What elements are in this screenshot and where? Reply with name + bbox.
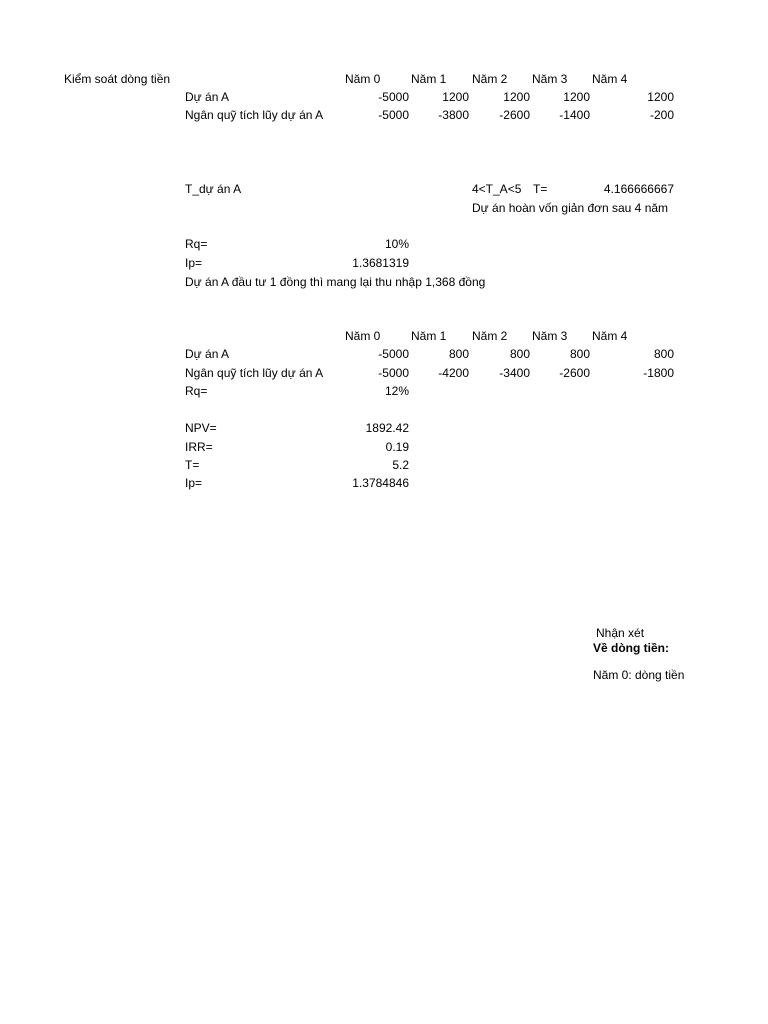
s1-row-project-value-0: -5000: [378, 90, 409, 104]
s1-row-project-label: Dự án A: [185, 90, 230, 104]
s2-rq-value: 12%: [384, 384, 409, 398]
s2-row-project-value-1: 800: [448, 347, 469, 361]
s2-row-project-value-2: 800: [509, 347, 530, 361]
s2-ip-label: Ip=: [185, 476, 203, 490]
s2-row-project-value-4: 800: [653, 347, 674, 361]
s1-year-4: Năm 4: [592, 72, 628, 86]
s1-row-project-value-1: 1200: [442, 90, 469, 104]
s1-rq-value: 10%: [384, 237, 409, 251]
s2-irr-label: IRR=: [185, 440, 213, 454]
s1-payback-eq: T=: [533, 182, 548, 196]
s2-row-cumulative-value-0: -5000: [378, 366, 409, 380]
s1-ip-value: 1.3681319: [352, 256, 409, 270]
s2-irr-value: 0.19: [385, 440, 409, 454]
s1-row-cumulative-value-3: -1400: [559, 108, 590, 122]
s2-row-cumulative-value-3: -2600: [559, 366, 590, 380]
s2-ip-value: 1.3784846: [352, 476, 409, 490]
s1-payback-note: Dự án hoàn vốn giản đơn sau 4 năm: [472, 201, 669, 215]
notes-heading: Nhận xét: [596, 626, 645, 640]
s2-t-label: T=: [185, 458, 200, 472]
s2-year-1: Năm 1: [411, 329, 447, 343]
s1-row-cumulative-label: Ngân quỹ tích lũy dự án A: [185, 108, 324, 122]
sheet-title: Kiểm soát dòng tiền: [64, 72, 171, 86]
s2-year-2: Năm 2: [472, 329, 508, 343]
s2-year-3: Năm 3: [532, 329, 568, 343]
s1-row-cumulative-value-1: -3800: [438, 108, 469, 122]
s1-row-cumulative-value-2: -2600: [499, 108, 530, 122]
s1-year-3: Năm 3: [532, 72, 568, 86]
s2-row-cumulative-value-2: -3400: [499, 366, 530, 380]
s2-row-project-value-0: -5000: [378, 347, 409, 361]
s1-row-project-value-4: 1200: [647, 90, 674, 104]
s2-row-cumulative-value-4: -1800: [643, 366, 674, 380]
s1-payback-label: T_dự án A: [185, 182, 242, 196]
s1-row-cumulative-value-0: -5000: [378, 108, 409, 122]
s2-row-cumulative-label: Ngân quỹ tích lũy dự án A: [185, 366, 324, 380]
s1-row-project-value-3: 1200: [563, 90, 590, 104]
s1-year-1: Năm 1: [411, 72, 447, 86]
s2-npv-value: 1892.42: [365, 421, 409, 435]
s1-rq-label: Rq=: [185, 237, 208, 251]
s2-npv-label: NPV=: [185, 421, 217, 435]
s2-year-0: Năm 0: [345, 329, 381, 343]
s1-year-2: Năm 2: [472, 72, 508, 86]
s1-row-project-value-2: 1200: [503, 90, 530, 104]
s1-row-cumulative-value-4: -200: [649, 108, 674, 122]
s1-ip-note: Dự án A đầu tư 1 đồng thì mang lại thu nhập 1,368 đồng: [185, 275, 486, 289]
s2-year-4: Năm 4: [592, 329, 628, 343]
s1-payback-value: 4.166666667: [603, 182, 674, 196]
s1-ip-label: Ip=: [185, 256, 203, 270]
s1-payback-range: 4<T_A<5: [472, 182, 522, 196]
s2-row-project-value-3: 800: [569, 347, 590, 361]
s2-t-value: 5.2: [392, 458, 409, 472]
notes-subheading: Về dòng tiền:: [593, 641, 669, 655]
s2-rq-label: Rq=: [185, 384, 208, 398]
notes-truncated-line: Năm 0: dòng tiền: [593, 668, 685, 682]
s2-row-cumulative-value-1: -4200: [438, 366, 469, 380]
s2-row-project-label: Dự án A: [185, 347, 230, 361]
s1-year-0: Năm 0: [345, 72, 381, 86]
